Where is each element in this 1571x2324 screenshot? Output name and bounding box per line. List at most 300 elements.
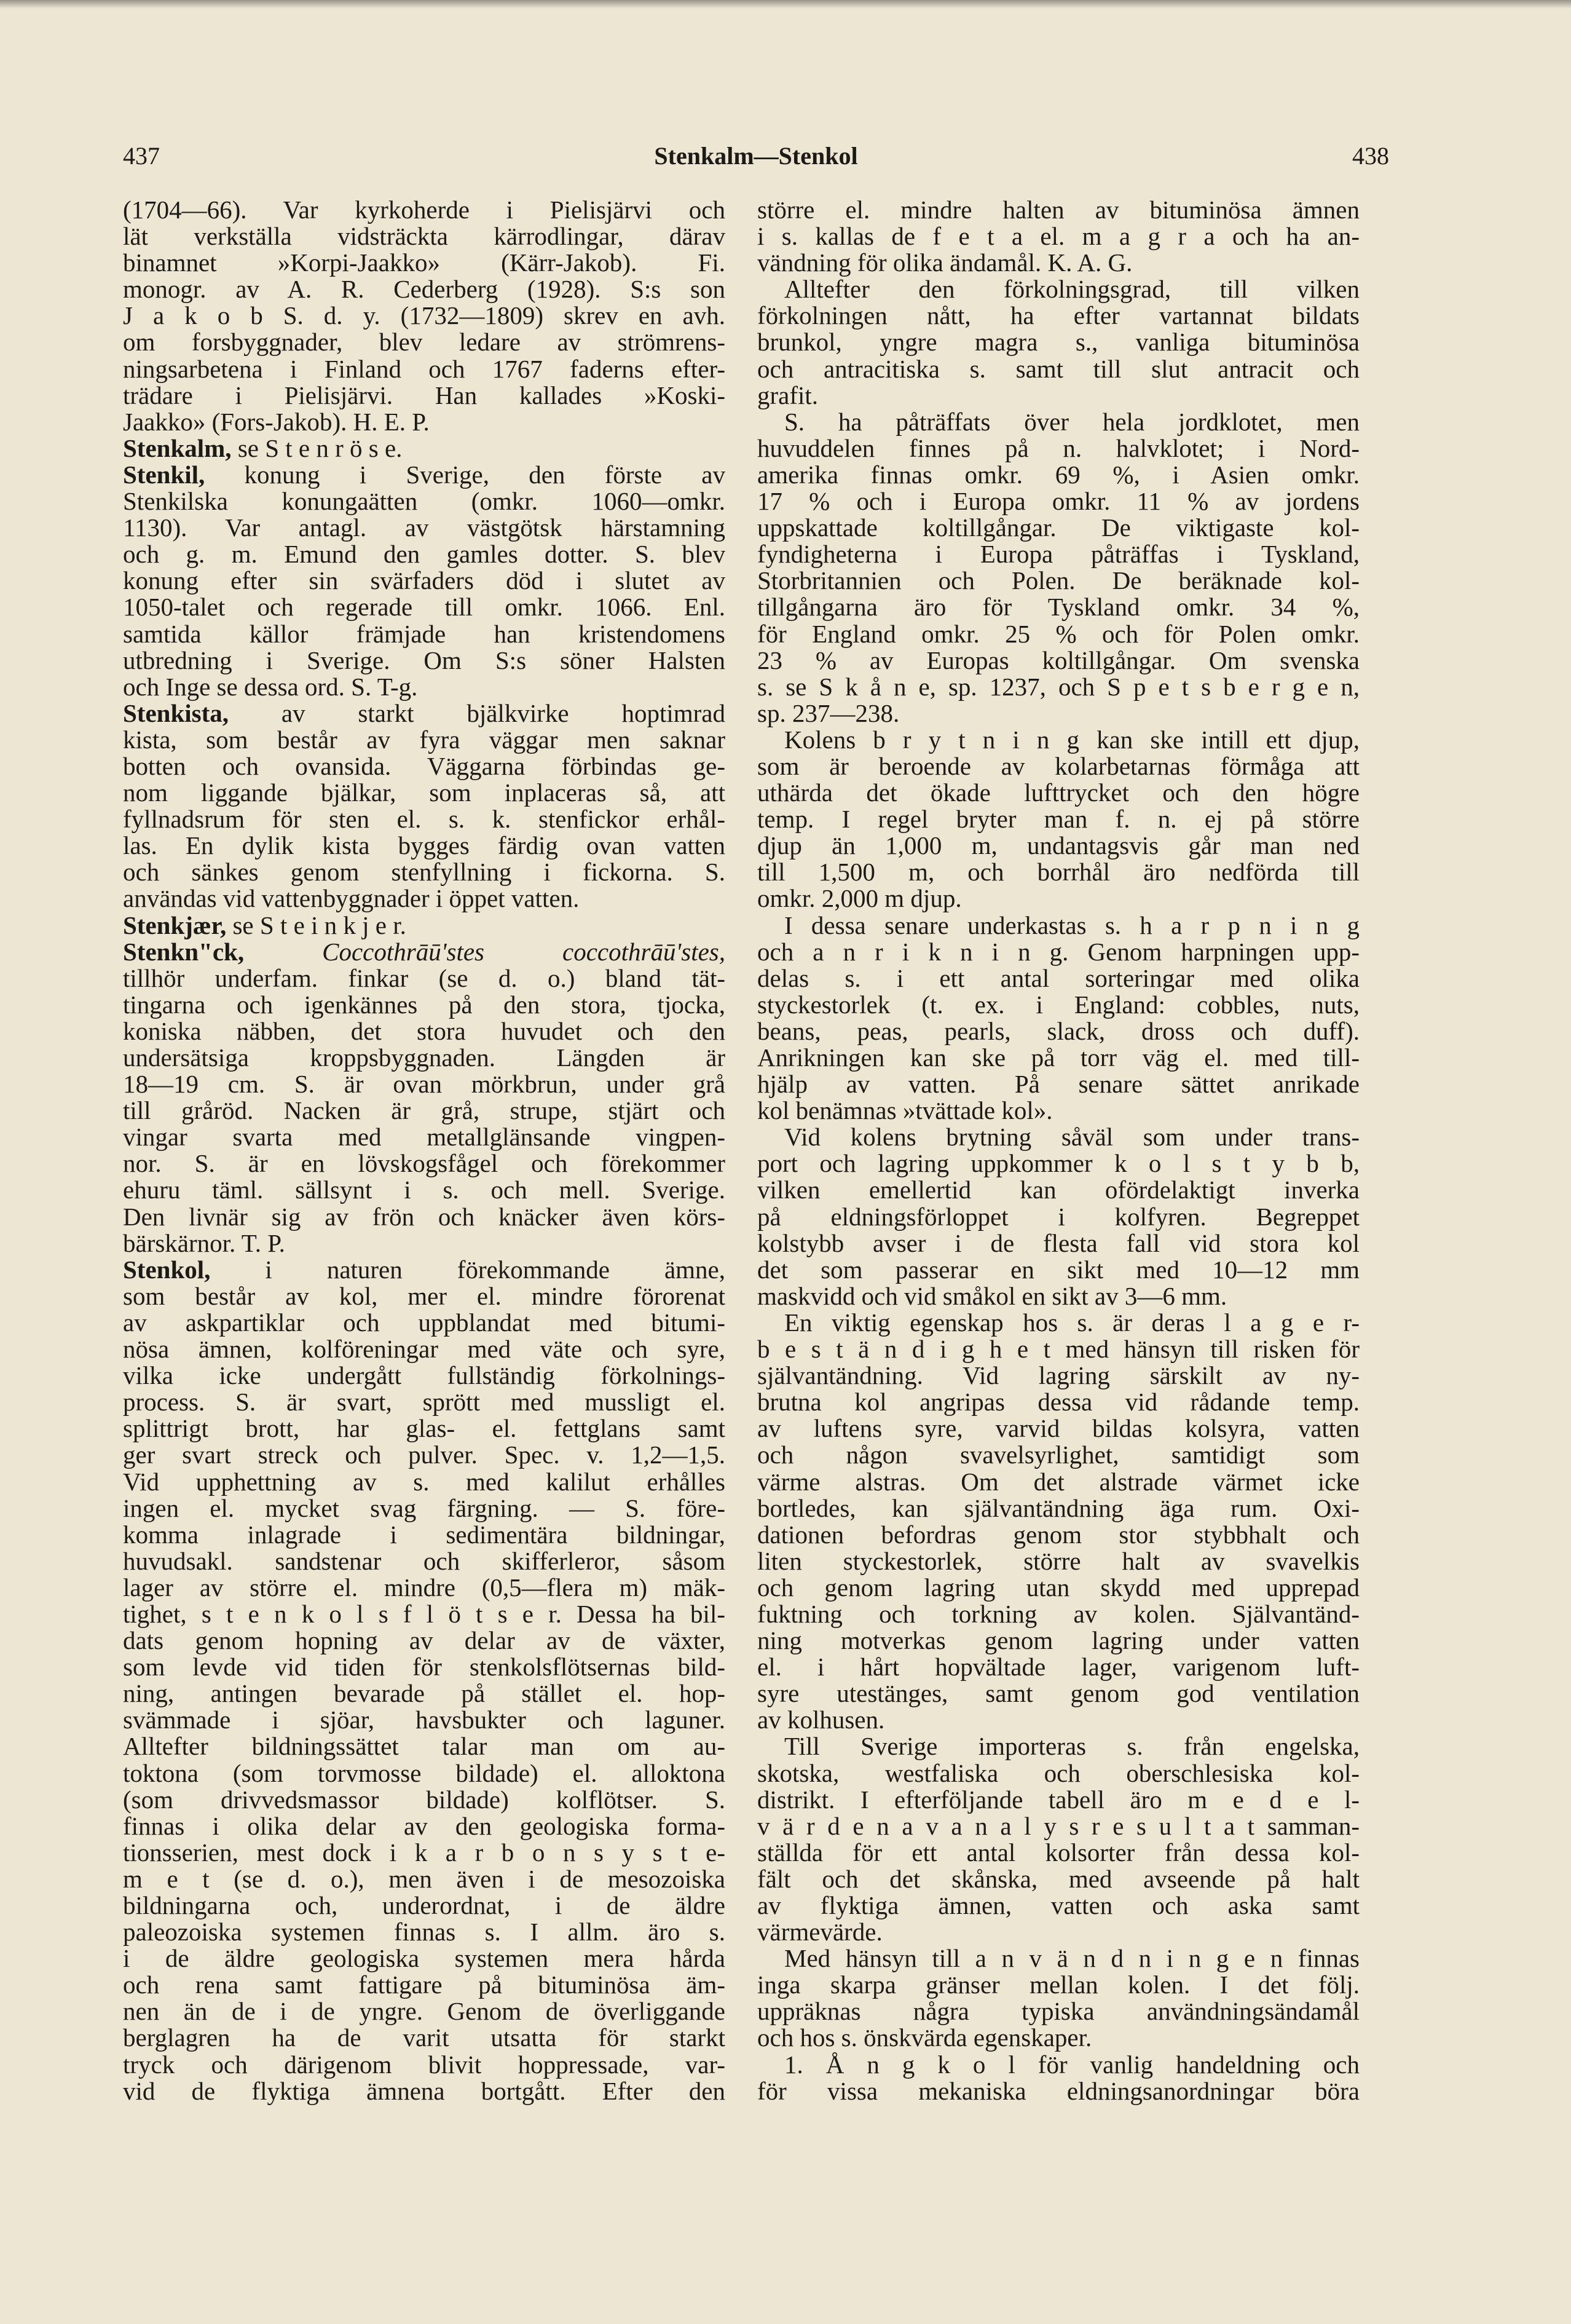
text-line bbox=[123, 250, 725, 276]
line-text: vändning för olika ändamål. K. A. G. bbox=[757, 248, 1133, 277]
line-text: ingen el. mycket svag färgning. — S. före- bbox=[123, 1493, 725, 1522]
line-text: brunkol, yngre magra s., vanliga bituminösa bbox=[757, 328, 1360, 357]
text-line bbox=[123, 1627, 725, 1654]
line-text: dationen befordras genom stor stybbhalt och bbox=[757, 1520, 1360, 1549]
line-text: huvudsakl. sandstenar och skifferleror, såsom bbox=[123, 1546, 725, 1575]
text-line bbox=[757, 1362, 1360, 1389]
line-text: uthärda det ökade lufttrycket och den högre bbox=[757, 778, 1360, 807]
line-text: En viktig egenskap hos s. är deras l a g e r- bbox=[784, 1308, 1360, 1337]
text-line bbox=[123, 594, 725, 620]
line-text: till gråröd. Nacken är grå, strupe, stjärt och bbox=[123, 1096, 725, 1125]
entry-headword: Stenkol, bbox=[123, 1255, 211, 1284]
text-line bbox=[123, 806, 725, 832]
line-text: svämmade i sjöar, havsbukter och laguner. bbox=[123, 1705, 725, 1734]
text-line bbox=[757, 1389, 1360, 1415]
text-line bbox=[757, 488, 1360, 515]
line-text: Den livnär sig av frön och knäcker även körs- bbox=[123, 1202, 725, 1231]
text-line bbox=[123, 859, 725, 885]
text-line bbox=[757, 992, 1360, 1018]
text-line bbox=[757, 1680, 1360, 1707]
line-text: port och lagring uppkommer k o l s t y b b, bbox=[757, 1149, 1360, 1178]
line-text: kista, som består av fyra väggar men saknar bbox=[123, 725, 725, 754]
line-text: botten och ovansida. Väggarna förbindas ge- bbox=[123, 751, 725, 780]
text-line bbox=[123, 541, 725, 567]
line-text: förkolningen nått, ha efter vartannat bildats bbox=[757, 301, 1360, 330]
text-line bbox=[757, 1654, 1360, 1680]
text-line bbox=[123, 2078, 725, 2105]
text-line bbox=[123, 1707, 725, 1733]
text-line bbox=[123, 1310, 725, 1336]
line-text: bildningarna och, underordnat, i de äldre bbox=[123, 1891, 725, 1919]
running-head: Stenkalm—Stenkol bbox=[654, 142, 858, 170]
entry-headword: Stenkjær, bbox=[123, 911, 227, 939]
line-text: liten styckestorlek, större halt av svavelkis bbox=[757, 1546, 1360, 1575]
text-line bbox=[757, 1840, 1360, 1866]
line-text: ning, antingen bevarade på stället el. hop- bbox=[123, 1679, 725, 1708]
text-line bbox=[757, 462, 1360, 488]
line-text: på eldningsförloppet i kolfyren. Begreppet bbox=[757, 1202, 1360, 1231]
text-line bbox=[757, 1097, 1360, 1124]
line-text: inga skarpa gränser mellan kolen. I det följ. bbox=[757, 1970, 1360, 1999]
line-text: det som passerar en sikt med 10—12 mm bbox=[757, 1255, 1360, 1284]
line-text: se S t e n r ö s e. bbox=[231, 433, 403, 462]
line-text: av flyktiga ämnen, vatten och aska samt bbox=[757, 1891, 1360, 1919]
text-line bbox=[757, 1627, 1360, 1654]
text-line bbox=[757, 727, 1360, 753]
text-line bbox=[123, 1733, 725, 1760]
line-text: process. S. är svart, sprött med mussligt el. bbox=[123, 1388, 725, 1417]
line-text: och g. m. Emund den gamles dotter. S. blev bbox=[123, 540, 725, 569]
line-text: undersätsiga kroppsbyggnaden. Längden är bbox=[123, 1043, 725, 1072]
text-line bbox=[757, 700, 1360, 727]
entry-headword: Stenkn"ck, bbox=[123, 937, 245, 966]
text-line bbox=[757, 1018, 1360, 1045]
line-text: fyndigheterna i Europa påträffas i Tyskland, bbox=[757, 540, 1360, 569]
line-text: Anrikningen kan ske på torr väg el. med till- bbox=[757, 1043, 1360, 1072]
line-text: monogr. av A. R. Cederberg (1928). S:s son bbox=[123, 275, 725, 304]
line-text: nom liggande bjälkar, som inplaceras så, att bbox=[123, 778, 725, 807]
line-text: (som drivvedsmassor bildade) kolflötser. S. bbox=[123, 1785, 725, 1814]
line-text: som levde vid tiden för stenkolsflötsernas bild- bbox=[123, 1653, 725, 1682]
text-line bbox=[757, 1283, 1360, 1310]
text-line bbox=[123, 1998, 725, 2025]
entry-headword: Stenkalm, bbox=[123, 433, 232, 462]
line-text: samtida källor främjade han kristendomens bbox=[123, 619, 725, 648]
line-text: v ä r d e n a v a n a l y s r e s u l t a t samman- bbox=[757, 1811, 1360, 1840]
text-line bbox=[757, 1310, 1360, 1336]
text-line bbox=[123, 1654, 725, 1680]
line-text: vid de flyktiga ämnena bortgått. Efter den bbox=[123, 2076, 725, 2105]
line-text: hjälp av vatten. På senare sättet anrikade bbox=[757, 1070, 1360, 1099]
text-line bbox=[757, 1733, 1360, 1760]
text-line bbox=[757, 939, 1360, 965]
text-line bbox=[123, 1362, 725, 1389]
line-text: splittrigt brott, har glas- el. fettglans samt bbox=[123, 1414, 725, 1443]
text-line bbox=[757, 1760, 1360, 1787]
line-text: fuktning och torkning av kolen. Självantänd- bbox=[757, 1599, 1360, 1628]
line-text: dats genom hopning av delar av de växter, bbox=[123, 1626, 725, 1655]
text-line bbox=[757, 1998, 1360, 2025]
line-text: utbredning i Sverige. Om S:s söner Halsten bbox=[123, 646, 725, 674]
line-text: omkr. 2,000 m djup. bbox=[757, 884, 962, 913]
text-line bbox=[757, 1230, 1360, 1257]
line-text: Vid kolens brytning såväl som under trans- bbox=[784, 1123, 1360, 1152]
line-text: 1130). Var antagl. av västgötsk härstamning bbox=[123, 513, 725, 542]
text-line bbox=[757, 1336, 1360, 1362]
line-text: och någon svavelsyrlighet, samtidigt som bbox=[757, 1441, 1360, 1469]
text-line bbox=[757, 541, 1360, 567]
text-line bbox=[123, 382, 725, 409]
line-text: för vissa mekaniska eldningsanordningar böra bbox=[757, 2076, 1360, 2105]
line-text: självantändning. Vid lagring särskilt av ny- bbox=[757, 1361, 1360, 1390]
line-text: värmevärde. bbox=[757, 1918, 883, 1947]
line-text: i naturen förekommande ämne, bbox=[210, 1255, 725, 1284]
text-line bbox=[123, 1177, 725, 1203]
text-line bbox=[757, 302, 1360, 329]
text-line bbox=[757, 1601, 1360, 1627]
text-line bbox=[123, 621, 725, 647]
line-text: vilken emellertid kan ofördelaktigt inverka bbox=[757, 1176, 1360, 1204]
line-text: Storbritannien och Polen. De beräknade kol- bbox=[757, 566, 1360, 595]
text-line bbox=[123, 1469, 725, 1495]
text-line bbox=[123, 939, 725, 965]
text-line bbox=[123, 1415, 725, 1442]
text-line bbox=[123, 435, 725, 462]
text-line bbox=[123, 1045, 725, 1071]
line-text: i s. kallas de f e t a el. m a g r a och ha an- bbox=[757, 222, 1360, 251]
line-text: kolstybb avser i de flesta fall vid stora kol bbox=[757, 1228, 1360, 1257]
text-line bbox=[123, 700, 725, 727]
line-text: brutna kol angripas dessa vid rådande temp. bbox=[757, 1388, 1360, 1417]
line-text: temp. I regel bryter man f. n. ej på större bbox=[757, 805, 1360, 834]
line-text: kol benämnas »tvättade kol». bbox=[757, 1096, 1053, 1125]
line-text: av starkt bjälkvirke hoptimrad bbox=[229, 698, 725, 727]
right-column bbox=[757, 197, 1360, 2105]
line-text: och Inge se dessa ord. S. T-g. bbox=[123, 672, 418, 701]
line-text: maskvidd och vid småkol en sikt av 3—6 mm. bbox=[757, 1281, 1227, 1310]
line-text: konung i Sverige, den förste av bbox=[205, 460, 725, 489]
line-text: el. i hårt hopvältade lager, varigenom luft- bbox=[757, 1653, 1360, 1682]
text-line bbox=[123, 409, 725, 435]
text-line bbox=[757, 567, 1360, 594]
text-line bbox=[757, 859, 1360, 885]
entry-headword: Stenkil, bbox=[123, 460, 205, 489]
line-text: tighet, s t e n k o l s f l ö t s e r. Dessa ha bil- bbox=[123, 1599, 725, 1628]
line-text: grafit. bbox=[757, 381, 819, 409]
line-text: toktona (som torvmosse bildade) el. alloktona bbox=[123, 1758, 725, 1787]
text-line bbox=[123, 1601, 725, 1627]
line-text: amerika finnas omkr. 69 %, i Asien omkr. bbox=[757, 460, 1360, 489]
line-text: S. ha påträffats över hela jordklotet, men bbox=[784, 407, 1360, 436]
text-line bbox=[757, 409, 1360, 435]
line-text: ger svart streck och pulver. Spec. v. 1,2—1,5. bbox=[123, 1441, 725, 1469]
line-text: finnas i olika delar av den geologiska forma- bbox=[123, 1811, 725, 1840]
text-line bbox=[123, 1097, 725, 1124]
text-line bbox=[123, 885, 725, 912]
line-text: tillgångarna äro för Tyskland omkr. 34 %, bbox=[757, 593, 1360, 622]
line-text: 17 % och i Europa omkr. 11 % av jordens bbox=[757, 487, 1360, 516]
text-line bbox=[757, 1548, 1360, 1575]
text-line bbox=[757, 1204, 1360, 1230]
line-text: sp. 237—238. bbox=[757, 698, 900, 727]
line-text: vilka icke undergått fullständig förkolnings- bbox=[123, 1361, 725, 1390]
line-text: nor. S. är en lövskogsfågel och förekommer bbox=[123, 1149, 725, 1178]
text-line bbox=[757, 1415, 1360, 1442]
text-line bbox=[757, 780, 1360, 806]
line-text: las. En dylik kista bygges färdig ovan vatten bbox=[123, 831, 725, 860]
line-text: 23 % av Europas koltillgångar. Om svenska bbox=[757, 646, 1360, 674]
text-line bbox=[123, 912, 725, 939]
text-line bbox=[757, 832, 1360, 859]
line-text: ning motverkas genom lagring under vatten bbox=[757, 1626, 1360, 1655]
line-text: djup än 1,000 m, undantagsvis går man ned bbox=[757, 831, 1360, 860]
line-text: av askpartiklar och uppblandat med bitumi- bbox=[123, 1308, 725, 1337]
text-line bbox=[123, 1018, 725, 1045]
latin-name: Coccothrāū'stes coccothrāū'stes, bbox=[322, 937, 725, 966]
line-text: (1704—66). Var kyrkoherde i Pielisjärvi och bbox=[123, 196, 725, 224]
line-text: styckestorlek (t. ex. i England: cobbles, nuts, bbox=[757, 990, 1360, 1019]
text-line bbox=[123, 1945, 725, 1972]
text-line bbox=[123, 223, 725, 250]
text-line bbox=[123, 1257, 725, 1283]
line-text: Alltefter bildningssättet talar man om au- bbox=[123, 1732, 725, 1761]
text-line bbox=[123, 515, 725, 541]
line-text: till 1,500 m, och borrhål äro nedförda till bbox=[757, 858, 1360, 887]
text-line bbox=[123, 992, 725, 1018]
text-line bbox=[757, 1575, 1360, 1601]
line-text: tillhör underfam. finkar (se d. o.) bland tät- bbox=[123, 963, 725, 992]
text-line bbox=[123, 1787, 725, 1813]
line-text: ningsarbetena i Finland och 1767 faderns efter- bbox=[123, 354, 725, 383]
line-text: paleozoiska systemen finnas s. I allm. äro s. bbox=[123, 1918, 725, 1947]
line-text: uppräknas några typiska användningsändamål bbox=[757, 1997, 1360, 2026]
line-text: distrikt. I efterföljande tabell äro m e d e l- bbox=[757, 1785, 1360, 1814]
line-text: och genom lagring utan skydd med upprepad bbox=[757, 1573, 1360, 1602]
line-text: Alltefter den förkolningsgrad, till vilken bbox=[784, 275, 1360, 304]
text-line bbox=[757, 1257, 1360, 1283]
text-line bbox=[757, 912, 1360, 939]
text-line bbox=[123, 780, 725, 806]
line-text: av luftens syre, varvid bildas kolsyra, vatten bbox=[757, 1414, 1360, 1443]
text-line bbox=[123, 1124, 725, 1150]
text-line bbox=[757, 1522, 1360, 1548]
line-text: 1. Å n g k o l för vanlig handeldning och bbox=[784, 2050, 1360, 2079]
text-line bbox=[123, 674, 725, 700]
text-line bbox=[757, 647, 1360, 674]
line-text: och sänkes genom stenfyllning i fickorna. S. bbox=[123, 858, 725, 887]
text-line bbox=[123, 302, 725, 329]
line-text: delas s. i ett antal sorteringar med olika bbox=[757, 963, 1360, 992]
line-text: av kolhusen. bbox=[757, 1705, 885, 1734]
page-number-left: 437 bbox=[123, 142, 160, 170]
page-number-right: 438 bbox=[1352, 142, 1389, 170]
line-text: tryck och därigenom blivit hoppressade, var- bbox=[123, 2050, 725, 2079]
line-text: se S t e i n k j e r. bbox=[226, 911, 406, 939]
line-text: trädare i Pielisjärvi. Han kallades »Koski- bbox=[123, 381, 725, 409]
text-line bbox=[757, 250, 1360, 276]
text-line bbox=[123, 329, 725, 355]
line-text: beans, peas, pearls, slack, dross och duff). bbox=[757, 1016, 1360, 1045]
line-text: för England omkr. 25 % och för Polen omkr. bbox=[757, 619, 1360, 648]
text-line bbox=[123, 1204, 725, 1230]
line-text: Med hänsyn till a n v ä n d n i n g e n finnas bbox=[784, 1944, 1360, 1973]
line-text: J a k o b S. d. y. (1732—1809) skrev en avh. bbox=[123, 301, 725, 330]
line-text: användas vid vattenbyggnader i öppet vatten. bbox=[123, 884, 580, 913]
text-line bbox=[757, 276, 1360, 302]
page-top-edge bbox=[0, 0, 1571, 9]
line-text: lät verkställa vidsträckta kärrodlingar, därav bbox=[123, 222, 725, 251]
line-text: lager av större el. mindre (0,5—flera m) mäk- bbox=[123, 1573, 725, 1602]
line-text: 18—19 cm. S. är ovan mörkbrun, under grå bbox=[123, 1070, 725, 1099]
text-line bbox=[757, 515, 1360, 541]
line-text: och rena samt fattigare på bituminösa äm- bbox=[123, 1970, 725, 1999]
text-line bbox=[123, 2025, 725, 2051]
text-line bbox=[123, 1813, 725, 1840]
line-text: bärskärnor. T. P. bbox=[123, 1228, 285, 1257]
text-line bbox=[123, 356, 725, 382]
text-line bbox=[757, 965, 1360, 992]
text-line bbox=[123, 1892, 725, 1919]
text-line bbox=[123, 1548, 725, 1575]
line-text: och a n r i k n i n g. Genom harpningen upp- bbox=[757, 937, 1360, 966]
text-line bbox=[123, 753, 725, 780]
text-line bbox=[123, 567, 725, 594]
text-line bbox=[757, 197, 1360, 223]
line-text: huvuddelen finnes på n. halvklotet; i Nord- bbox=[757, 433, 1360, 462]
text-line bbox=[757, 1707, 1360, 1733]
line-text: värme alstras. Om det alstrade värmet icke bbox=[757, 1467, 1360, 1496]
text-line bbox=[757, 674, 1360, 700]
line-text: binamnet »Korpi-Jaakko» (Kärr-Jakob). Fi. bbox=[123, 248, 725, 277]
line-text: skotska, westfaliska och oberschlesiska kol- bbox=[757, 1758, 1360, 1787]
text-line bbox=[123, 1919, 725, 1945]
text-line bbox=[123, 832, 725, 859]
text-line bbox=[757, 356, 1360, 382]
line-text: konung efter sin svärfaders död i slutet av bbox=[123, 566, 725, 595]
text-line bbox=[123, 1230, 725, 1257]
left-column bbox=[123, 197, 725, 2105]
line-text: ehuru täml. sällsynt i s. och mell. Sverige. bbox=[123, 1176, 725, 1204]
text-line bbox=[123, 1150, 725, 1177]
entry-headword: Stenkista, bbox=[123, 698, 229, 727]
line-text: Kolens b r y t n i n g kan ske intill ett djup, bbox=[784, 725, 1360, 754]
line-text: och antracitiska s. samt till slut antracit och bbox=[757, 354, 1360, 383]
text-line bbox=[123, 1680, 725, 1707]
text-line bbox=[123, 727, 725, 753]
text-line bbox=[123, 1575, 725, 1601]
text-line bbox=[757, 1045, 1360, 1071]
text-line bbox=[757, 621, 1360, 647]
text-line bbox=[123, 197, 725, 223]
text-line bbox=[123, 1495, 725, 1522]
text-line bbox=[757, 806, 1360, 832]
text-line bbox=[757, 2052, 1360, 2078]
line-text: som är beroende av kolarbetarnas förmåga att bbox=[757, 751, 1360, 780]
text-line bbox=[757, 2078, 1360, 2105]
text-line bbox=[757, 1787, 1360, 1813]
text-line bbox=[757, 594, 1360, 620]
text-line bbox=[757, 1972, 1360, 1998]
text-line bbox=[123, 1071, 725, 1097]
line-text: tionsserien, mest dock i k a r b o n s y s t e- bbox=[123, 1838, 725, 1867]
text-line bbox=[757, 1124, 1360, 1150]
line-text: tingarna och igenkännes på den stora, tjocka, bbox=[123, 990, 725, 1019]
text-line bbox=[757, 885, 1360, 912]
line-text: som består av kol, mer el. mindre förorenat bbox=[123, 1281, 725, 1310]
line-text: b e s t ä n d i g h e t med hänsyn till risken för bbox=[757, 1335, 1360, 1364]
text-line bbox=[123, 462, 725, 488]
line-text: vingar svarta med metallglänsande vingpen- bbox=[123, 1123, 725, 1152]
text-line bbox=[757, 1495, 1360, 1522]
text-line bbox=[123, 276, 725, 302]
line-text: syre utestänges, samt genom god ventilation bbox=[757, 1679, 1360, 1708]
text-line bbox=[757, 435, 1360, 462]
text-line bbox=[757, 1071, 1360, 1097]
text-line bbox=[123, 1522, 725, 1548]
line-text: 1050-talet och regerade till omkr. 1066. Enl. bbox=[123, 593, 725, 622]
text-line bbox=[123, 1840, 725, 1866]
text-line bbox=[757, 1866, 1360, 1892]
text-line bbox=[123, 1283, 725, 1310]
text-line bbox=[757, 1469, 1360, 1495]
line-text: och hos s. önskvärda egenskaper. bbox=[757, 2023, 1092, 2052]
line-text: bortledes, kan självantändning äga rum. Oxi- bbox=[757, 1493, 1360, 1522]
line-text: nen än de i de yngre. Genom de överliggande bbox=[123, 1997, 725, 2026]
text-line bbox=[757, 223, 1360, 250]
text-line bbox=[123, 1760, 725, 1787]
text-line bbox=[757, 1919, 1360, 1945]
text-line bbox=[123, 1442, 725, 1468]
line-text: uppskattade koltillgångar. De viktigaste kol- bbox=[757, 513, 1360, 542]
line-text: Jaakko» (Fors-Jakob). H. E. P. bbox=[123, 407, 430, 436]
line-text: om forsbyggnader, blev ledare av strömrens- bbox=[123, 328, 725, 357]
text-line bbox=[757, 382, 1360, 409]
text-line bbox=[757, 329, 1360, 355]
text-line bbox=[123, 1389, 725, 1415]
line-text: Vid upphettning av s. med kalilut erhålles bbox=[123, 1467, 725, 1496]
text-line bbox=[757, 2025, 1360, 2051]
text-line bbox=[757, 1177, 1360, 1203]
line-text: i de äldre geologiska systemen mera hårda bbox=[123, 1944, 725, 1973]
text-line bbox=[123, 1866, 725, 1892]
line-text: nösa ämnen, kolföreningar med väte och syre, bbox=[123, 1335, 725, 1364]
text-line bbox=[123, 2052, 725, 2078]
text-line bbox=[757, 1813, 1360, 1840]
text-line bbox=[757, 1945, 1360, 1972]
line-text: större el. mindre halten av bituminösa ämnen bbox=[757, 196, 1360, 224]
line-text: Till Sverige importeras s. från engelska, bbox=[784, 1732, 1360, 1761]
text-line bbox=[757, 1442, 1360, 1468]
line-text: fyllnadsrum för sten el. s. k. stenfickor erhål- bbox=[123, 805, 725, 834]
line-text: s. se S k å n e, sp. 1237, och S p e t s b e r g e n, bbox=[757, 672, 1360, 701]
line-text: koniska näbben, det stora huvudet och den bbox=[123, 1016, 725, 1045]
text-line bbox=[757, 753, 1360, 780]
text-line bbox=[757, 1150, 1360, 1177]
line-text: Stenkilska konungaätten (omkr. 1060—omkr. bbox=[123, 487, 725, 516]
line-text: ställda för ett antal kolsorter från dessa kol- bbox=[757, 1838, 1360, 1867]
text-line bbox=[123, 1972, 725, 1998]
line-text: komma inlagrade i sedimentära bildningar, bbox=[123, 1520, 725, 1549]
text-line bbox=[123, 1336, 725, 1362]
text-line bbox=[757, 1892, 1360, 1919]
line-text: berglagren ha de varit utsatta för starkt bbox=[123, 2023, 725, 2052]
line-text: m e t (se d. o.), men även i de mesozoiska bbox=[123, 1864, 725, 1893]
text-line bbox=[123, 647, 725, 674]
line-text: fält och det skånska, med avseende på halt bbox=[757, 1864, 1360, 1893]
line-text: I dessa senare underkastas s. h a r p n i n g bbox=[784, 911, 1360, 939]
text-line bbox=[123, 488, 725, 515]
page-header bbox=[123, 141, 1389, 181]
